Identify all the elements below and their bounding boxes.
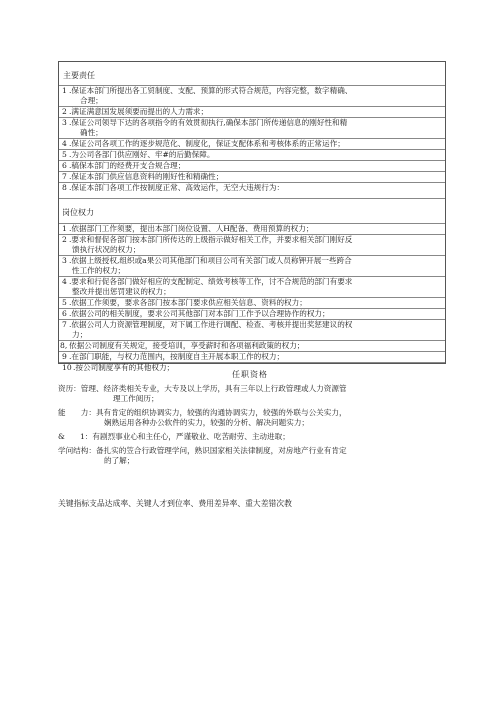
authority-item-4 — [59, 276, 445, 298]
item-number: 3 — [62, 118, 67, 127]
item-text: .保证本部门各项工作按制度正常、高效运作，无空大违规行为： — [69, 183, 285, 192]
item-number: 1 — [62, 86, 67, 95]
responsibility-item-1 — [59, 85, 445, 107]
item-number: 4 — [62, 277, 67, 286]
item-text: .保证本部门所提出各工贸制度、支配、预算的形式符合规范，内容完整，数字精确、 — [69, 86, 353, 95]
item-number: 5 — [62, 150, 67, 159]
item-text: .保证公司各项工作的逐步规范化、制度化，保证支配体系和考核体系的正常运作； — [69, 139, 345, 148]
item-text-cont: 馈执行状况的权力； — [72, 245, 141, 254]
responsibilities-heading: 主要责任 — [63, 71, 95, 80]
item-number: 2 — [62, 107, 67, 116]
item-text: .保证公司领导下达的各项指令的有效贯彻执行,确保本部门所传递信息的刚好性和精 — [69, 118, 348, 127]
item-text-cont: 整改并提出惩罚建议的权力； — [72, 287, 171, 296]
item-text: .依据部门工作须要，提出本部门岗位设置、人H配备、费用预算的权力； — [69, 224, 314, 233]
qualification-line: 能 力：具有肯定的组织协调实力，较强的沟通协调实力，较强的外联与公关实力， — [58, 408, 347, 417]
item-number: 8, — [60, 341, 68, 350]
item-number: 6 — [62, 309, 67, 318]
item-number: 7 — [62, 172, 67, 181]
authority-item-7 — [59, 319, 445, 341]
item-text: .保证本部门供应信息资料的刚好性和精确性； — [69, 172, 224, 181]
item-text-cont: 性工作的权力； — [72, 266, 126, 275]
item-number: 8 — [62, 183, 67, 192]
qualification-line: & 1：有剧烈事业心和主任心，严谨敬业、吃苦耐劳、主动进取； — [58, 432, 290, 441]
authority-item-3 — [59, 255, 445, 277]
item-number: 3 — [62, 256, 67, 265]
authority-heading-row — [59, 198, 445, 224]
item-text: .依据公司的相关制度，要求公司其他部门对本部门工作予以合理协作的权力； — [69, 309, 330, 318]
qualification-line: 理工作阅历； — [113, 394, 159, 403]
item-text: 依据公司制度有关规定，接受培训，享受薪时和各项福利政策的权力； — [69, 341, 305, 350]
item-text: .依据工作须要，要求各部门按本部门要求供应相关信息、资料的权力； — [69, 298, 307, 307]
responsibility-item-8 — [59, 182, 445, 199]
authority-heading: 岗位权力 — [62, 208, 94, 217]
item-number: 1 — [62, 224, 67, 233]
item-text: .满证满意国发展须要而提出的人力需求； — [69, 107, 209, 116]
qualification-line: 的了解； — [104, 456, 135, 465]
item-text: .为公司各部门供应刚好、牢#的后勤保障。 — [69, 150, 215, 159]
item-text: .要求和督促各部门按本部门所传达的上级指示做好相关工作，并要求相关部门刚好反 — [69, 235, 353, 244]
item-number: 9 — [62, 352, 67, 361]
item-text-cont: 确性； — [80, 128, 103, 137]
item-text: .要求和行促各部门做好相应的支配制定、绩效考核等工作，讨不合规范的部门有要求 — [69, 277, 353, 286]
item-text: .依据公司人力资源管理制度，对下属工作进行调配、检查、考核并提出奖惩建议的权 — [69, 320, 353, 329]
item-text: .按公司制度享有的其他权力； — [73, 363, 175, 372]
item-number: 4 — [62, 139, 67, 148]
responsibility-item-3 — [59, 117, 445, 139]
item-text-cont: 力； — [72, 330, 88, 339]
qualification-line: 资历：管理、经济类相关专业，大专及以上学历，具有三年以上行政管理或人力资源管 — [58, 384, 347, 393]
item-text: .依据上级授权,组织或a果公司其他部门和项目公司有关部门或人员称钾开展一些跨合 — [69, 256, 352, 265]
item-number: 6 — [62, 161, 67, 170]
item-number: 7 — [62, 320, 67, 329]
authority-item-2 — [59, 234, 445, 256]
key-indicators: 关键指标支品达成率、关键人才到位率、费用差异率、重大差错次教 — [58, 499, 292, 508]
qualification-line: 娴熟运用各种办公软件的实力，较强的分析、解决问题实力； — [104, 418, 310, 427]
item-number: 10 — [62, 363, 72, 372]
item-text-cont: 合理； — [80, 96, 103, 105]
qualifications-title: 任职资格 — [232, 370, 268, 379]
item-number: 5 — [62, 298, 67, 307]
item-text: .在部门职能，与权力范围内，按制度自主开展本职工作的权力； — [69, 352, 285, 361]
responsibility-table — [58, 61, 446, 372]
item-number: 2 — [62, 235, 67, 244]
qualification-line: 学问结构：备扎实的笠合行政管理学问，熟识国家相关法律制度，对房地产行业有肯定 — [58, 446, 347, 455]
item-text: .稿保本部门的经费开支合规合理； — [69, 161, 186, 170]
